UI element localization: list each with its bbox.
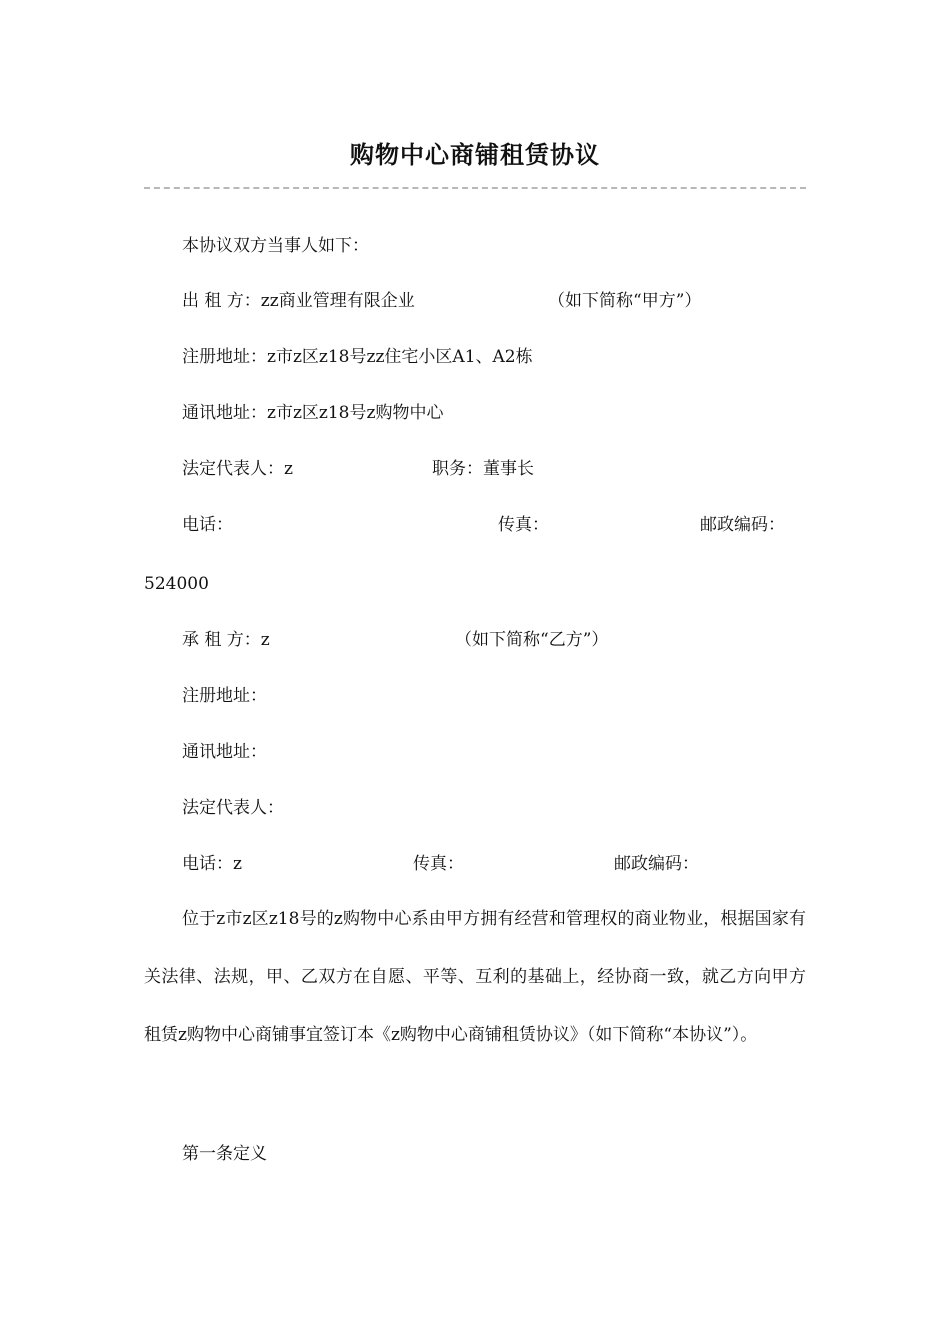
lessee-fax: 传真： (413, 854, 464, 874)
lessee-registered-address: 注册地址： (182, 686, 267, 706)
lessee-label: 承 租 方：z (182, 630, 270, 650)
lessor-legal-rep: 法定代表人：z (182, 459, 293, 479)
lessee-alias: （如下简称“乙方”） (455, 630, 609, 650)
lessor-position: 职务：董事长 (432, 459, 534, 479)
lessor-postcode-value: 524000 (144, 574, 209, 594)
lessee-legal-rep: 法定代表人： (182, 798, 284, 818)
lessee-mailing-address: 通讯地址： (182, 742, 267, 762)
lessor-label: 出 租 方：zz商业管理有限企业 (182, 291, 415, 311)
lessee-phone: 电话：z (182, 854, 242, 874)
lessee-postcode-label: 邮政编码： (614, 854, 699, 874)
lessor-postcode-label: 邮政编码： (700, 515, 785, 535)
section-heading: 第一条定义 (182, 1144, 267, 1164)
page-title: 购物中心商铺租赁协议 (350, 140, 600, 169)
lessor-fax: 传真： (498, 515, 549, 535)
lessor-alias: （如下简称“甲方”） (548, 291, 702, 311)
intro-text: 本协议双方当事人如下： (182, 236, 369, 256)
lessor-registered-address: 注册地址：z市z区z18号zz住宅小区A1、A2栋 (182, 347, 533, 367)
title-divider (144, 187, 806, 189)
lessor-phone: 电话： (182, 515, 233, 535)
lessor-mailing-address: 通讯地址：z市z区z18号z购物中心 (182, 403, 444, 423)
preamble-paragraph: 位于z市z区z18号的z购物中心系由甲方拥有经营和管理权的商业物业，根据国家有关法律、法规，甲、乙双方在自愿、平等、互利的基础上，经协商一致，就乙方向甲方租赁z购物中心商铺事宜签订本《z购物中心商铺租赁协议》（如下简称“本协议”）。 (144, 909, 806, 1045)
